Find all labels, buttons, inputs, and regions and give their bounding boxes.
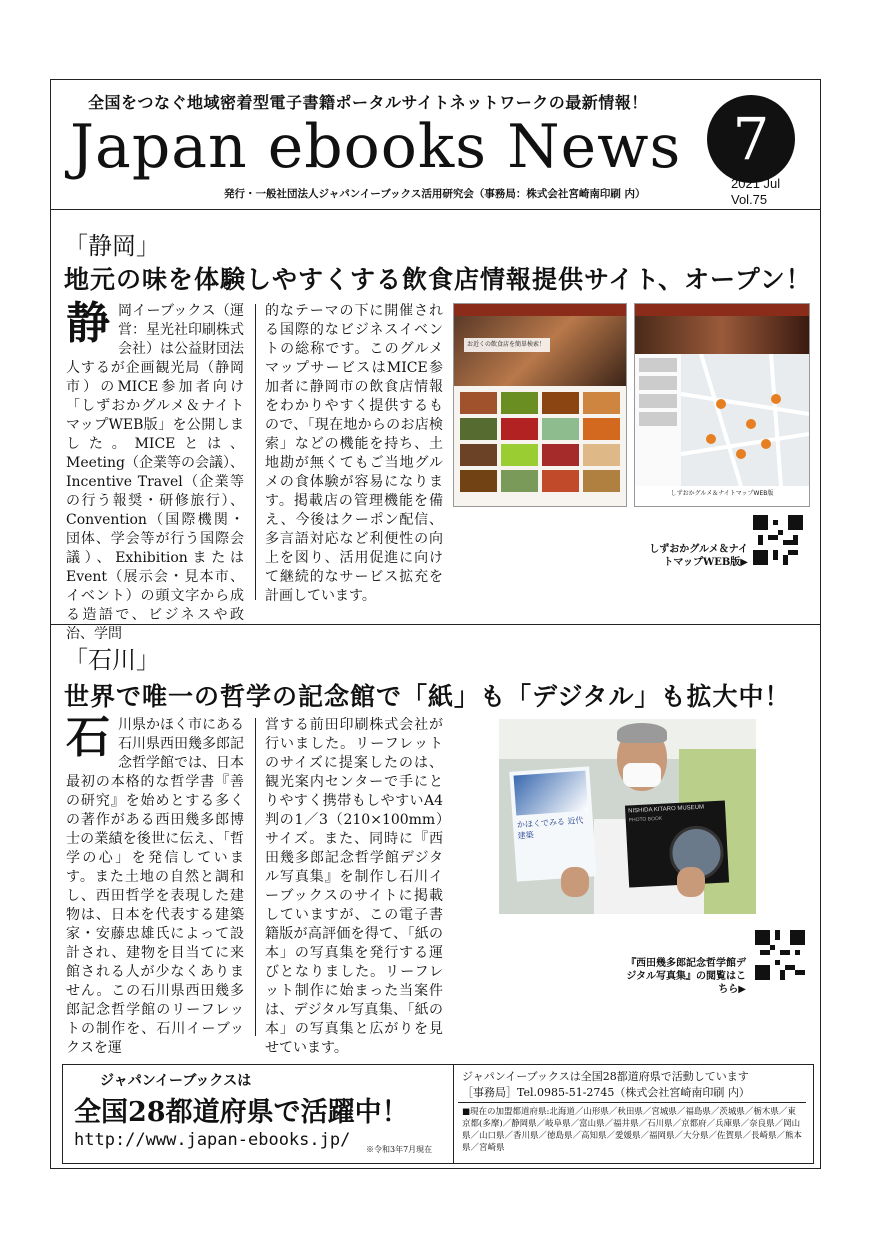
thumb <box>542 444 579 466</box>
issue-number-badge: 7 <box>707 95 795 183</box>
shop-item <box>639 376 677 390</box>
leaflet-cover <box>514 771 589 816</box>
leaflet <box>509 766 596 881</box>
article1-column1 <box>66 298 244 642</box>
website-screenshot-map <box>634 303 810 507</box>
map-view <box>681 354 809 486</box>
website-screenshot-mobile <box>453 303 627 507</box>
issue-date <box>731 176 780 208</box>
article2-col2-text: 営する前田印刷株式会社が行いました。リーフレットのサイズに提案したのは、観光案内センターで手にとりやすく携帯もしやすいA4判の1／3（210×100mm）サイズ。また、同時に『西田幾多郎記念哲学館デジタル写真集』を制作し石川イーブックスのサイトに掲載していますが、この電子書籍版が高評価を得て、「紙の本」の写真集を発行する運びとなりました。リーフレット制作に始まった当案件は、デジタル写真集、「紙の本」の写真集と広がりを見せています。 <box>265 717 443 1056</box>
thumb <box>583 392 620 414</box>
article1-col1-text: 岡イーブックス（運営：星光社印刷株式会社）は公益財団法人するが企画観光局（静岡市）のMICE参加者向け「しずおかグルメ＆ナイトマップWEB版」を公開しました。MICEとは、Meeting（企業等の会議）、Incentive Travel（企業等の行う報奨・研修旅行）、Convention（国際機関・団体、学会等が行う国際会議）、Exhibitionまたは Event（展示会・見本市、イベント）の頭文字から成る造語で、ビジネスや政治、学問 <box>66 303 244 642</box>
screenshot-header-bar <box>454 304 626 316</box>
museum-photo <box>499 719 756 914</box>
thumb <box>501 470 538 492</box>
qr-code-icon[interactable] <box>753 515 803 565</box>
article1-dropcap: 静 <box>66 298 110 349</box>
footer-small-text: ジャパンイーブックスは <box>100 1073 252 1089</box>
face-mask <box>623 763 661 787</box>
thumb <box>583 418 620 440</box>
hair <box>617 723 667 743</box>
thumb <box>583 444 620 466</box>
thumb <box>542 418 579 440</box>
map-area <box>635 354 809 486</box>
article2-column1 <box>66 712 244 1056</box>
photo-book-subtitle: PHOTO BOOK <box>628 815 663 824</box>
footer-right-line1: ジャパンイーブックスは全国28都道府県で活動しています <box>462 1070 749 1083</box>
article2-column2 <box>265 716 443 1056</box>
article2-region: 「石川」 <box>64 646 160 674</box>
footer-big-text: 全国28都道府県で活躍中！ <box>74 1097 409 1128</box>
publisher-line: 発行・一般社団法人ジャパンイーブックス活用研究会（事務局：株式会社宮崎南印刷 内） <box>224 188 646 200</box>
food-banner-image <box>635 316 809 354</box>
footer-divider <box>453 1064 454 1164</box>
thumb <box>460 392 497 414</box>
section-divider <box>50 624 821 625</box>
article1-headline: 地元の味を体験しやすくする飲食店情報提供サイト、オープン！ <box>64 265 812 294</box>
article1-qr-caption: しずおかグルメ＆ナイトマップWEB版▶ <box>649 544 748 568</box>
photo-book-title: NISHIDA KITARO MUSEUM <box>628 804 705 815</box>
shop-list <box>635 354 681 486</box>
map-roads <box>681 354 809 486</box>
header-divider <box>50 209 821 210</box>
column-divider <box>255 304 256 600</box>
article2-col1-text: 川県かほく市にある石川県西田幾多郎記念哲学館では、日本最初の本格的な哲学書『善の研究』を始めとする多くの著作がある西田幾多郎博士の業績を後世に伝え、「哲学の心」を発信しています。また土地の自然と調和し、西田哲学を表現した建物は、日本を代表する建築家・安藤忠雄氏によって設計され、建物を目当てに来館される人が少なくありません。この石川県西田幾多郎記念哲学館のリーフレットの制作を、石川イーブックスを運 <box>66 717 244 1056</box>
food-banner-image <box>454 316 626 386</box>
right-hand <box>677 867 705 897</box>
article1-region: 「静岡」 <box>64 232 160 260</box>
thumb <box>501 444 538 466</box>
screenshot-header-bar <box>635 304 809 316</box>
shop-item <box>639 394 677 408</box>
thumbnail-grid <box>454 386 626 498</box>
thumb <box>460 470 497 492</box>
prefecture-list: ■現在の加盟都道府県:北海道／山形県／秋田県／宮城県／福島県／茨城県／栃木県／東京都(多摩)／静岡県／岐阜県／富山県／福井県／石川県／京都府／兵庫県／奈良県／岡山県／山口県／香川県／徳島県／高知県／愛媛県／福岡県／大分県／佐賀県／長崎県／熊本県／宮崎県 <box>462 1107 803 1153</box>
article2-headline: 世界で唯一の哲学の記念館で「紙」も「デジタル」も拡大中！ <box>64 682 791 711</box>
footer-right-line2: ［事務局］Tel.0985-51-2745（株式会社宮崎南印刷 内） <box>462 1086 750 1099</box>
article1-column2 <box>265 302 443 602</box>
thumb <box>542 470 579 492</box>
tagline: 全国をつなぐ地域密着型電子書籍ポータルサイトネットワークの最新情報！ <box>88 93 648 112</box>
footer-note: ※令和3年7月現在 <box>366 1145 433 1154</box>
shop-item <box>639 412 677 426</box>
qr-code-icon[interactable] <box>755 930 805 980</box>
article2-qr-caption: 『西田幾多郎記念哲学館デジタル写真集』の閲覧はこちら▶ <box>626 958 746 995</box>
banner-caption: お近くの飲食店を簡単検索！ <box>464 338 550 352</box>
left-hand <box>561 867 589 897</box>
thumb <box>542 392 579 414</box>
shop-item <box>639 358 677 372</box>
volume-text: Vol.75 <box>731 192 768 207</box>
leaflet-text: かほくでみる 近代建築 <box>516 815 584 841</box>
map-footer-text: しずおかグルメ＆ナイトマップWEB版 <box>670 490 774 497</box>
footer-url-link[interactable]: http://www.japan-ebooks.jp/ <box>74 1130 351 1150</box>
footer-right-rule <box>458 1102 806 1103</box>
thumb <box>501 418 538 440</box>
thumb <box>583 470 620 492</box>
thumb <box>460 418 497 440</box>
thumb <box>460 444 497 466</box>
column-divider <box>255 718 256 1036</box>
date-text: 2021 Jul <box>731 176 781 191</box>
article2-dropcap: 石 <box>66 712 110 763</box>
masthead-title: Japan ebooks News <box>70 112 682 182</box>
article1-col2-text: 的なテーマの下に開催される国際的なビジネスイベントの総称です。このグルメマップサービスはMICE参加者に静岡市の飲食店情報をわかりやすく提供するもので、「現在地からのお店検索」などの機能を持ち、土地勘が無くてもご当地グルメの食体験が容易になります。掲載店の管理機能を備え、今後はクーポン配信、多言語対応など利便性の向上を図り、活用促進に向けて継続的なサービス拡充を計画しています。 <box>265 303 443 604</box>
thumb <box>501 392 538 414</box>
